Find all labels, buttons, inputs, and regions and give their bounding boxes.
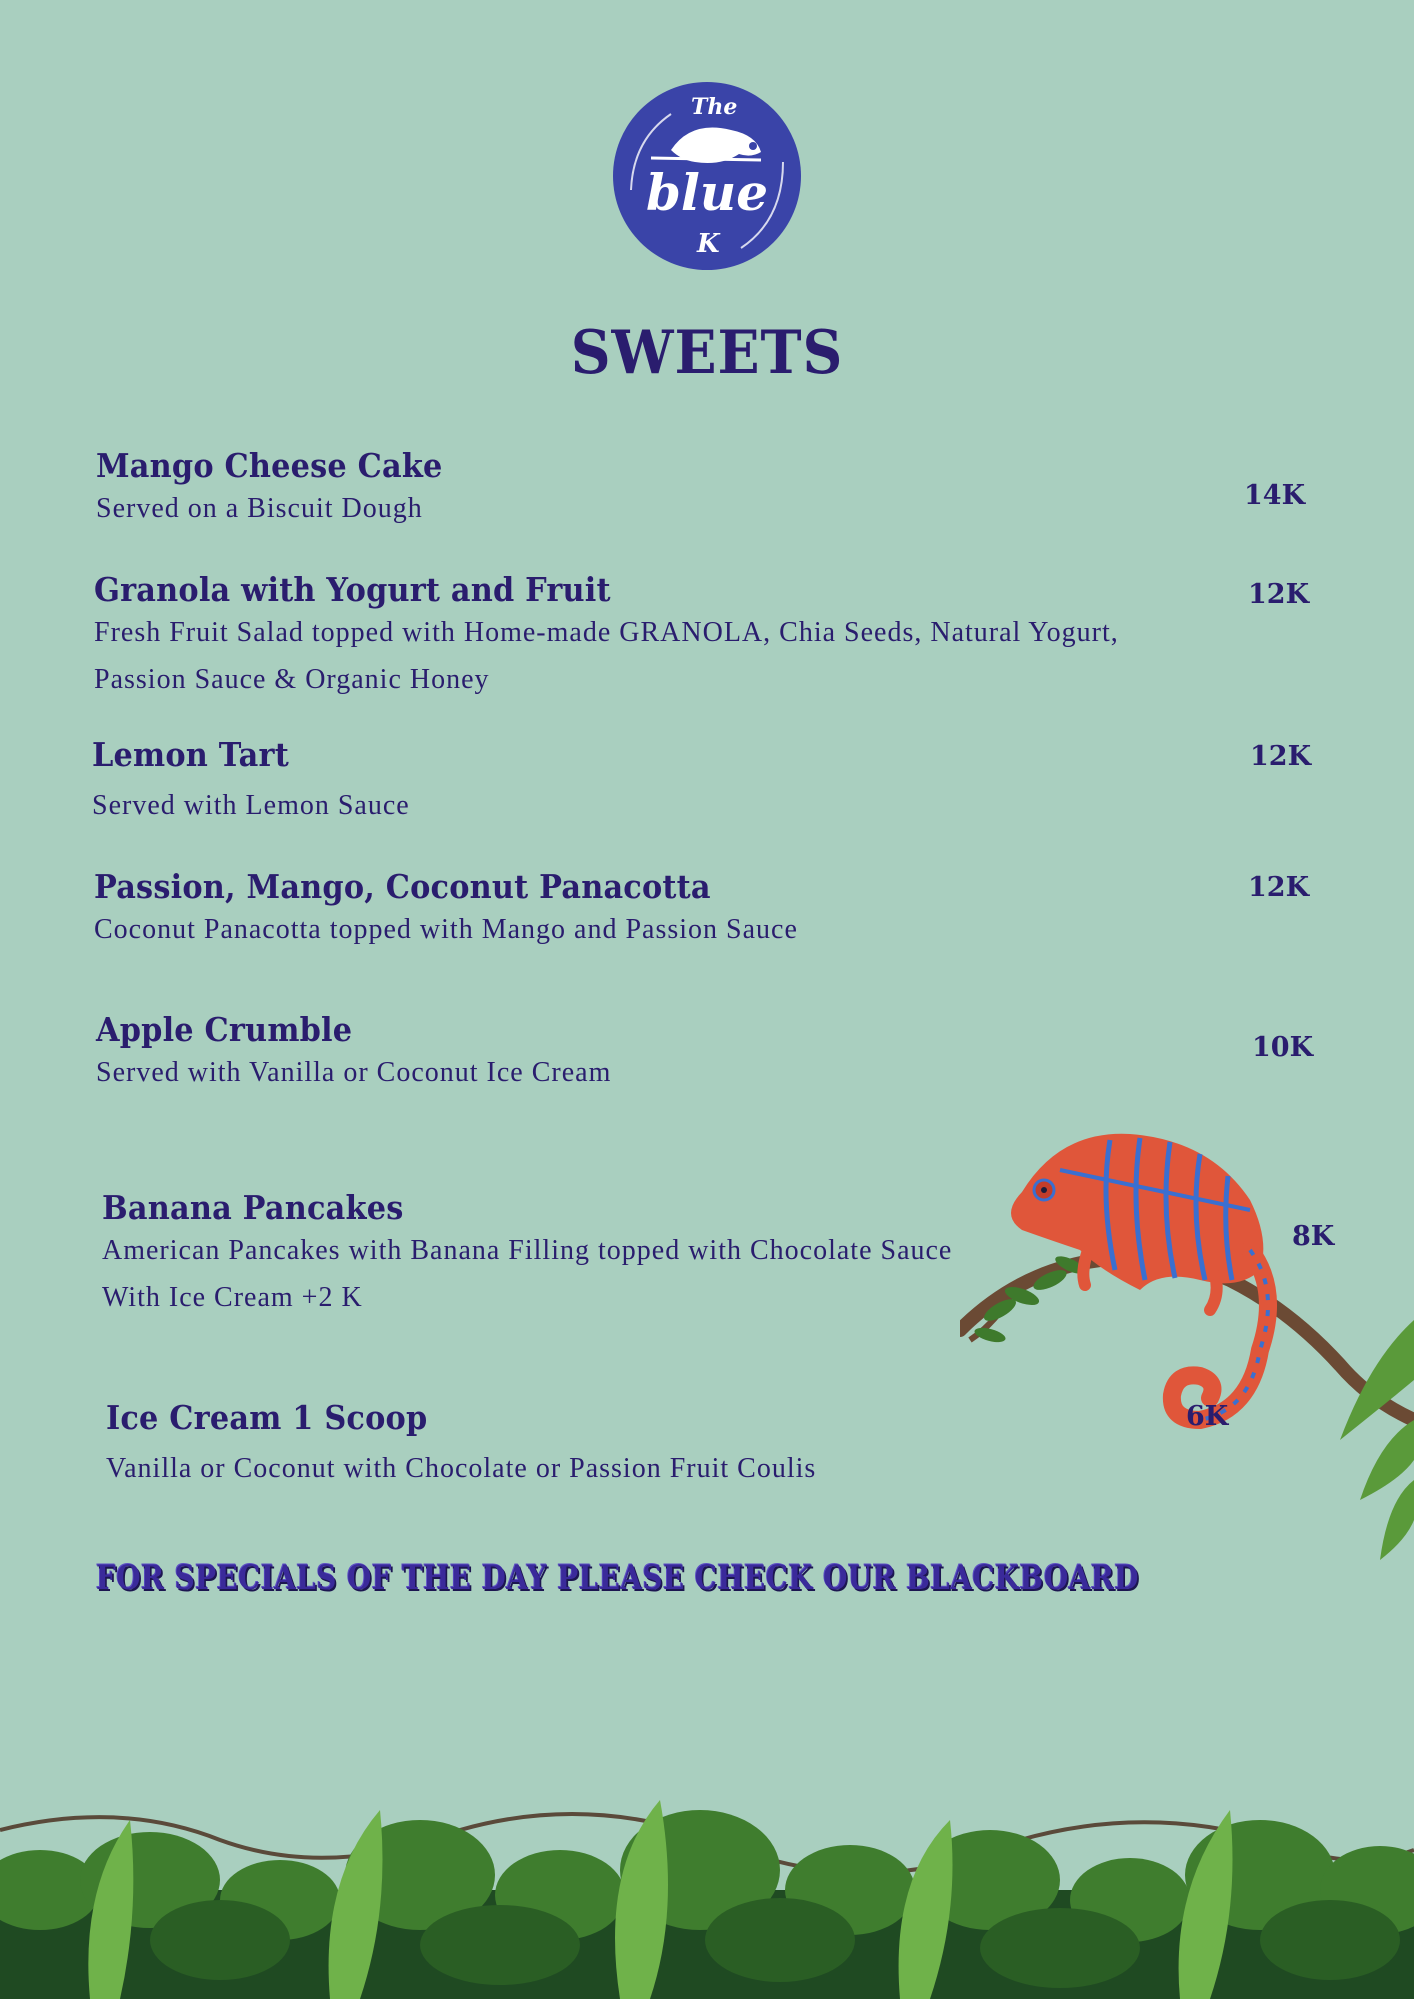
item-price: 6K — [1186, 1401, 1229, 1432]
item-description: Served with Lemon Sauce — [92, 790, 410, 821]
item-price: 8K — [1292, 1221, 1335, 1252]
menu-item — [96, 1010, 611, 1096]
item-price: 12K — [1250, 741, 1312, 772]
item-price: 12K — [1248, 872, 1310, 903]
menu-item — [96, 446, 473, 532]
item-description: Coconut Panacotta topped with Mango and Passion Sauce — [94, 914, 798, 945]
chameleon-illustration — [960, 1120, 1414, 1580]
item-description: Served with Vanilla or Coconut Ice Cream — [96, 1057, 612, 1088]
item-description: Served on a Biscuit Dough — [96, 493, 423, 524]
item-name: Ice Cream 1 Scoop — [106, 1398, 428, 1437]
item-price: 10K — [1252, 1032, 1314, 1063]
item-description: With Ice Cream +2 K — [102, 1282, 363, 1313]
item-name: Passion, Mango, Coconut Panacotta — [94, 867, 711, 906]
specials-note: FOR SPECIALS OF THE DAY PLEASE CHECK OUR BLACKBOARD — [96, 1558, 1139, 1598]
item-price: 14K — [1244, 480, 1306, 511]
menu-item — [92, 735, 410, 829]
item-name: Granola with Yogurt and Fruit — [94, 570, 611, 609]
page-title: SWEETS — [570, 318, 844, 388]
item-description: Vanilla or Coconut with Chocolate or Passion Fruit Coulis — [106, 1453, 817, 1484]
logo-blue-text: blue — [645, 163, 769, 222]
item-name: Banana Pancakes — [102, 1188, 404, 1227]
menu-item — [102, 1188, 952, 1321]
item-name: Mango Cheese Cake — [96, 446, 443, 485]
the-blue-k-logo — [611, 80, 803, 272]
logo-k-text: K — [697, 229, 720, 259]
jungle-foliage-border — [0, 1770, 1414, 1999]
item-name: Apple Crumble — [96, 1010, 353, 1049]
item-name: Lemon Tart — [92, 735, 289, 774]
menu-item — [94, 570, 1119, 703]
logo-the-text: The — [691, 94, 738, 120]
item-description: American Pancakes with Banana Filling topped with Chocolate Sauce — [102, 1235, 953, 1266]
item-description: Passion Sauce & Organic Honey — [94, 664, 490, 695]
item-price: 12K — [1248, 579, 1310, 610]
menu-item — [94, 867, 798, 953]
menu-item — [106, 1398, 816, 1492]
item-description: Fresh Fruit Salad topped with Home-made GRANOLA, Chia Seeds, Natural Yogurt, — [94, 617, 1119, 648]
